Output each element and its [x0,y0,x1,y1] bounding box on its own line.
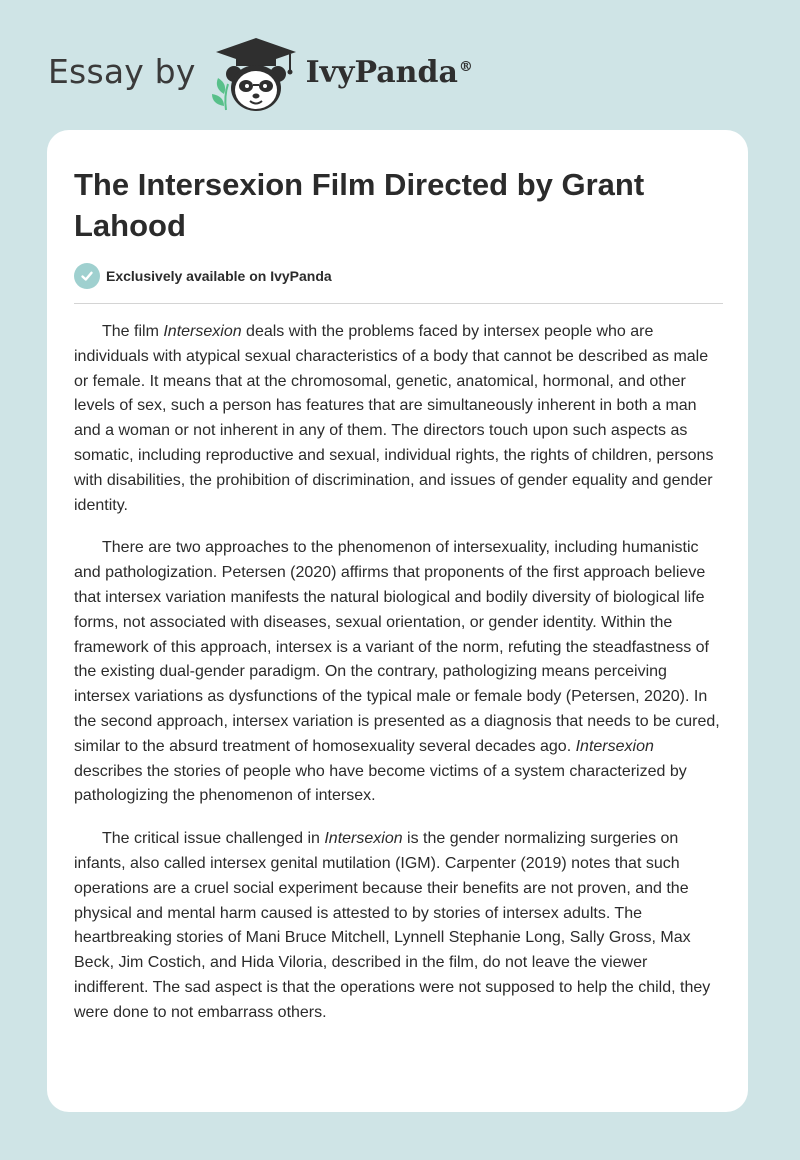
brand-text: IvyPanda [305,54,458,90]
essay-body [74,320,724,1044]
paragraph-text: There are two approaches to the phenomenon of intersexuality, including humanistic and pathologization. Petersen (2020) affirms that proponents of the first approach believe that intersex variation manifests the natural biological and bodily diversity of biological life forms, not associated with diseases, sexual orientation, or gender identity. Within the framework of this approach, intersex is a variant of the norm, refuting the steadfastness of the existing dual-gender paradigm. On the contrary, pathologizing means perceiving intersex variations as dysfunctions of the typical male or female body (Petersen, 2020). In the second approach, intersex variation is presented as a diagnosis that needs to be cured, similar to the absurd treatment of homosexuality several decades ago. [74,539,720,755]
paragraph [74,536,724,809]
badge-text: Exclusively available on IvyPanda [106,268,332,284]
paragraph-text: The critical issue challenged in [102,830,325,848]
panda-graduate-icon [210,34,302,114]
registered-mark: ® [458,58,473,75]
film-title: Intersexion [324,830,403,848]
page-title: The Intersexion Film Directed by Grant Lahood [74,167,645,243]
exclusive-badge [74,263,332,289]
paragraph-text: is the gender normalizing surgeries on infants, also called intersex genital mutilation (IGM). Carpenter (2019) notes that such operations are a cruel social experiment because their benefits are not proven, and the physical and mental harm caused is attested to by stories of intersex adults. The heartbreaking stories of Mani Bruce Mitchell, Lynnell Stephanie Long, Sally Gross, Max Beck, Jim Costich, and Hida Viloria, described in the film, do not leave the viewer indifferent. The sad aspect is that the operations were not supposed to help the child, they were done to not embarrass others. [74,830,711,1021]
checkmark-icon [74,263,100,289]
essay-card [47,130,748,1112]
film-title: Intersexion [163,323,242,340]
brand-name [306,55,473,90]
paragraph-text: The film [102,323,164,340]
film-title: Intersexion [575,737,654,755]
paragraph [74,827,724,1025]
paragraph-text: describes the stories of people who have become victims of a system characterized by pathologizing the phenomenon of intersex. [74,762,687,805]
essay-by-label: Essay by [48,51,196,91]
paragraph-text: deals with the problems faced by intersex people who are individuals with atypical sexual characteristics of a body that cannot be described as male or female. It means that at the chromosomal, genetic, anatomical, hormonal, and other levels of sex, such a person has features that are simultaneously inherent in both a man and a woman or not inherent in any of them. The directors touch upon such aspects as somatic, including reproductive and sexual, individual rights, the rights of children, persons with disabilities, the prohibition of discrimination, and issues of gender equality and gender identity. [74,323,714,514]
site-header [48,34,473,114]
divider [74,303,723,304]
paragraph [74,320,724,518]
